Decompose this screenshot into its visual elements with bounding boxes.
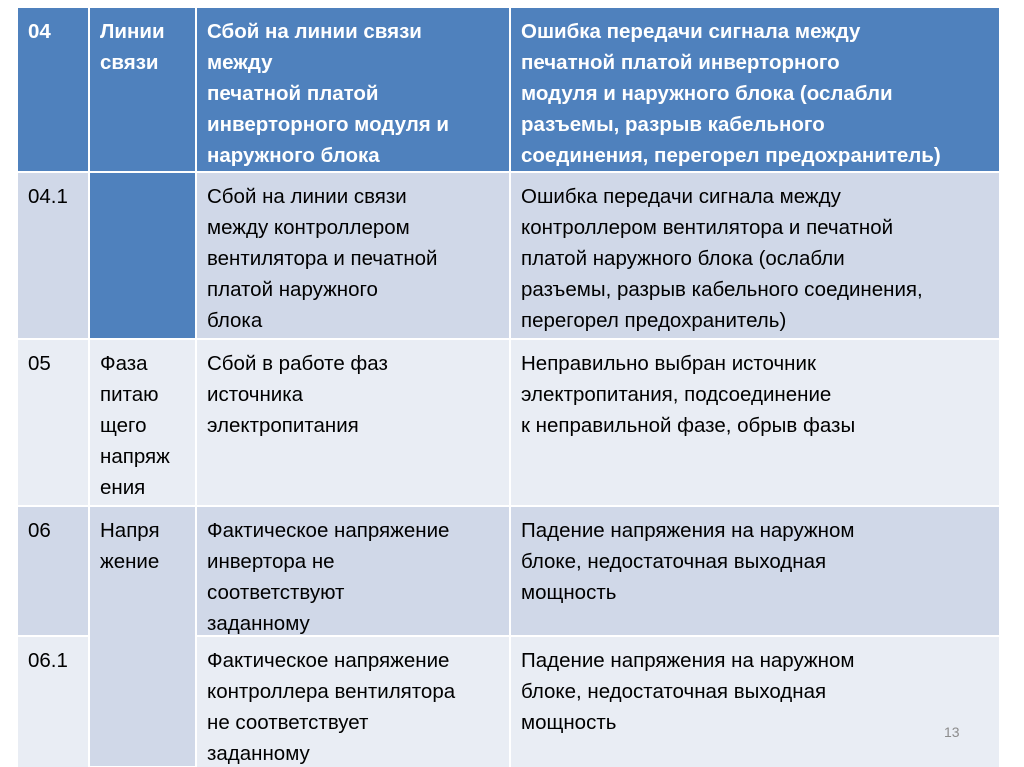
code-cell [18, 340, 88, 505]
cause-cell [511, 173, 999, 338]
fault-text: Сбой на линии связи [207, 185, 407, 208]
table-row [18, 340, 999, 505]
fault-text: Сбой на линии связи [207, 20, 422, 43]
fault-cell [197, 637, 509, 767]
fault-text: Фактическое напряжение [207, 649, 450, 672]
fault-text: наружного блока [207, 144, 380, 167]
cause-text: печатной платой инверторного [521, 51, 840, 74]
table-row [18, 173, 999, 338]
fault-text: Фактическое напряжение [207, 519, 450, 542]
cause-text: Падение напряжения на наружном [521, 649, 855, 672]
fault-text: между контроллером [207, 216, 410, 239]
cause-cell [511, 507, 999, 635]
cause-text: мощность [521, 581, 617, 604]
page-number: 13 [944, 724, 960, 740]
code-cell [18, 637, 88, 767]
category-text: напряж [100, 445, 170, 468]
category-text: связи [100, 51, 159, 74]
fault-text: заданному [207, 742, 310, 765]
cause-text: перегорел предохранитель) [521, 309, 787, 332]
cause-text: разъемы, разрыв кабельного [521, 113, 825, 136]
fault-text: Сбой в работе фаз [207, 352, 388, 375]
cause-text: Падение напряжения на наружном [521, 519, 855, 542]
fault-cell [197, 173, 509, 338]
code-text: 04 [28, 20, 51, 43]
fault-text: инвертора не [207, 550, 335, 573]
fault-text: инверторного модуля и [207, 113, 449, 136]
category-text: Линии [100, 20, 165, 43]
cause-text: блоке, недостаточная выходная [521, 680, 827, 703]
fault-text: вентилятора и печатной [207, 247, 438, 270]
cause-text: модуля и наружного блока (ослабли [521, 82, 893, 105]
cause-text: соединения, перегорел предохранитель) [521, 144, 941, 167]
cause-cell [511, 637, 999, 767]
cause-text: к неправильной фазе, обрыв фазы [521, 414, 856, 437]
cause-text: Ошибка передачи сигнала между [521, 20, 861, 43]
category-cell-merged [90, 173, 195, 338]
category-cell [90, 340, 195, 505]
fault-text: заданному [207, 612, 310, 635]
category-cell [90, 8, 195, 171]
cause-text: блоке, недостаточная выходная [521, 550, 827, 573]
code-text: 05 [28, 352, 51, 375]
fault-text: источника [207, 383, 304, 406]
table-row [18, 637, 999, 767]
cause-text: контроллером вентилятора и печатной [521, 216, 894, 239]
table-row [18, 507, 999, 635]
category-text: жение [100, 550, 160, 573]
category-text: питаю [100, 383, 159, 406]
cause-text: платой наружного блока (ослабли [521, 247, 845, 270]
cause-text: мощность [521, 711, 617, 734]
fault-text: контроллера вентилятора [207, 680, 456, 703]
fault-text: печатной платой [207, 82, 379, 105]
fault-cell [197, 8, 509, 171]
fault-text: платой наружного [207, 278, 378, 301]
cause-text: Ошибка передачи сигнала между [521, 185, 841, 208]
fault-cell [197, 507, 509, 635]
cause-text: Неправильно выбран источник [521, 352, 816, 375]
fault-cell [197, 340, 509, 505]
cause-cell [511, 340, 999, 505]
code-text: 04.1 [28, 185, 68, 208]
fault-text: соответствуют [207, 581, 345, 604]
code-text: 06 [28, 519, 51, 542]
fault-text: не соответствует [207, 711, 369, 734]
category-text: Фаза [100, 352, 148, 375]
code-cell [18, 173, 88, 338]
fault-text: блока [207, 309, 263, 332]
table-row [18, 8, 999, 171]
fault-text: между [207, 51, 273, 74]
code-text: 06.1 [28, 649, 68, 672]
cause-cell [511, 8, 999, 171]
code-cell [18, 507, 88, 635]
category-text: щего [100, 414, 147, 437]
category-text: Напря [100, 519, 160, 542]
cause-text: электропитания, подсоединение [521, 383, 832, 406]
fault-text: электропитания [207, 414, 359, 437]
code-cell [18, 8, 88, 171]
cause-text: разъемы, разрыв кабельного соединения, [521, 278, 923, 301]
category-text: ения [100, 476, 146, 499]
